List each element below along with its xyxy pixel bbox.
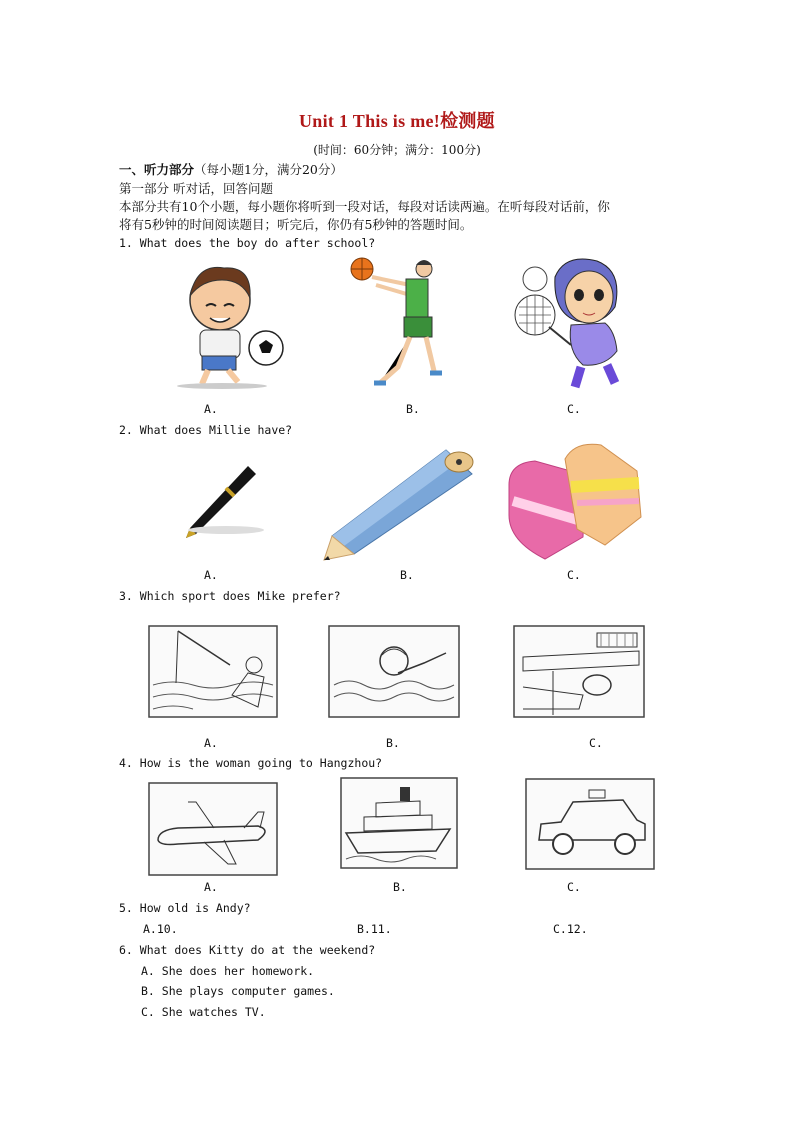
pen-picture <box>176 458 266 548</box>
instructions-line-1: 本部分共有10个小题，每小题你将听到一段对话，每段对话读两遍。在听每段对话前，你 <box>119 199 610 214</box>
q2-option-a: A. <box>204 568 218 582</box>
pencil-picture <box>318 444 478 564</box>
q6-option-c: C. She watches TV. <box>141 1005 266 1019</box>
question-4: 4. How is the woman going to Hangzhou? <box>119 756 383 770</box>
plane-picture <box>148 782 278 876</box>
question-2: 2. What does Millie have? <box>119 423 293 437</box>
question-5: 5. How old is Andy? <box>119 901 251 915</box>
q3-option-a: A. <box>204 736 218 750</box>
question-6: 6. What does Kitty do at the weekend? <box>119 943 376 957</box>
q5-option-b: B.11. <box>357 922 392 936</box>
question-3: 3. Which sport does Mike prefer? <box>119 589 341 603</box>
q2-option-c: C. <box>567 568 581 582</box>
taxi-picture <box>525 778 655 870</box>
section-heading <box>119 160 343 178</box>
q1-option-b: B. <box>406 402 420 416</box>
q2-option-b: B. <box>400 568 414 582</box>
ship-picture <box>340 777 458 869</box>
man-playing-basketball-picture <box>346 255 456 395</box>
q4-option-b: B. <box>393 880 407 894</box>
section-heading-note: （每小题1分，满分20分） <box>194 162 343 177</box>
q6-option-b: B. She plays computer games. <box>141 984 335 998</box>
page-title: Unit 1 This is me!检测题 <box>299 111 495 131</box>
q1-option-c: C. <box>567 402 581 416</box>
boy-kicking-football-picture <box>162 258 287 390</box>
fishing-picture <box>148 625 278 718</box>
table-tennis-picture <box>513 625 645 718</box>
q3-option-c: C. <box>589 736 603 750</box>
part-heading: 第一部分 听对话，回答问题 <box>119 181 273 196</box>
girl-playing-badminton-picture <box>505 255 645 395</box>
q4-option-a: A. <box>204 880 218 894</box>
q4-option-c: C. <box>567 880 581 894</box>
page-subtitle: (时间：60分钟；满分：100分) <box>313 143 481 157</box>
q6-option-a: A. She does her homework. <box>141 964 315 978</box>
q1-option-a: A. <box>204 402 218 416</box>
q5-option-c: C.12. <box>553 922 588 936</box>
swimming-picture <box>328 625 460 718</box>
question-1: 1. What does the boy do after school? <box>119 236 376 250</box>
q5-option-a: A.10. <box>143 922 178 936</box>
section-heading-text: 一、听力部分 <box>119 162 195 177</box>
instructions-line-2: 将有5秒钟的时间阅读题目；听完后，你仍有5秒钟的答题时间。 <box>119 217 473 232</box>
erasers-picture <box>505 441 645 561</box>
q3-option-b: B. <box>386 736 400 750</box>
